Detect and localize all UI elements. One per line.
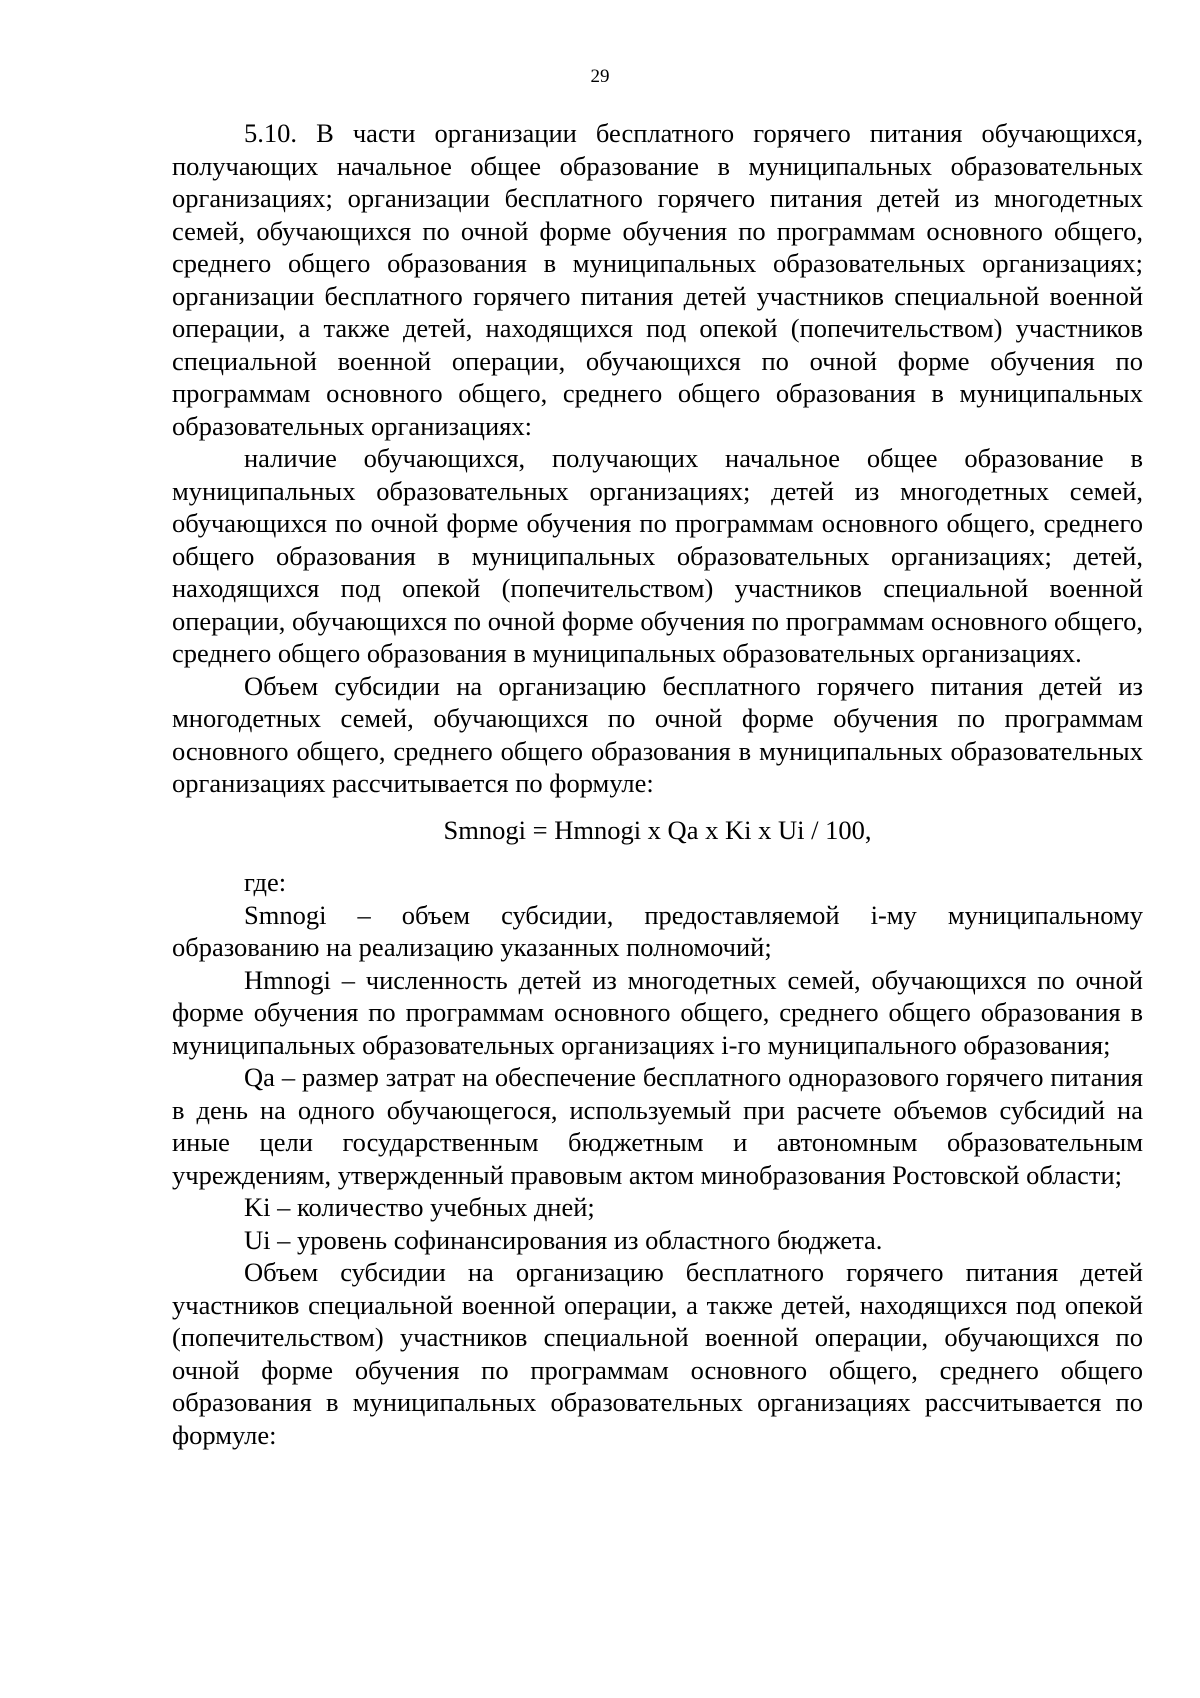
document-body <box>172 117 1143 1451</box>
definition-ki: Ki – количество учебных дней; <box>244 1192 595 1222</box>
paragraph-5-10: 5.10. В части организации бесплатного горячего питания обучающихся, получающих начальное общее образование в муниципальных образовательных организациях; организации бесплатного горячего питания детей из многодетных семей, обучающихся по очной форме обучения по программам основного общего, среднего общего образования в муниципальных образовательных организациях; организации бесплатного горячего питания детей участников специальной военной операции, а также детей, находящихся под опекой (попечительством) участников специальной военной операции, обучающихся по очной форме обучения по программам основного общего, среднего общего образования в муниципальных образовательных организациях: <box>172 118 1143 441</box>
definition-smnogi: Smnogi – объем субсидии, предоставляемой i-му муниципальному образованию на реализацию указанных полномочий; <box>172 899 1143 962</box>
definition-qa: Qa – размер затрат на обеспечение бесплатного одноразового горячего питания в день на одного обучающегося, используемый при расчете объемов субсидий на иные цели государственным бюджетным и автономным образовательным учреждениям, утвержденный правовым актом минобразования Ростовской области; <box>172 1062 1143 1190</box>
paragraph-condition: наличие обучающихся, получающих начальное общее образование в муниципальных образовательных организациях; детей из многодетных семей, обучающихся по очной форме обучения по программам основного общего, среднего общего образования в муниципальных образовательных организациях; детей, находящихся под опекой (попечительством) участников специальной военной операции, обучающихся по очной форме обучения по программам основного общего, среднего общего образования в муниципальных образовательных организациях. <box>172 443 1143 668</box>
paragraph-subsidy-volume-large-families: Объем субсидии на организацию бесплатного горячего питания детей из многодетных семей, обучающихся по очной форме обучения по программам основного общего, среднего общего образования в муниципальных образовательных организациях рассчитывается по формуле: <box>172 670 1143 798</box>
formula-smnogi: Smnogi = Hmnogi x Qa x Ki x Ui / 100, <box>443 814 872 845</box>
page-number: 29 <box>590 66 610 87</box>
definition-ui: Ui – уровень софинансирования из областного бюджета. <box>244 1224 883 1255</box>
definition-hmnogi: Hmnogi – численность детей из многодетных семей, обучающихся по очной форме обучения по программам основного общего, среднего общего образования в муниципальных образовательных организациях i-го муниципального образования; <box>172 964 1143 1060</box>
paragraph-subsidy-volume-svo: Объем субсидии на организацию бесплатного горячего питания детей участников специальной военной операции, а также детей, находящихся под опекой (попечительством) участников специальной военной операции, обучающихся по очной форме обучения по программам основного общего, среднего общего образования в муниципальных образовательных организациях рассчитывается по формуле: <box>172 1257 1143 1450</box>
definition-where: где: <box>244 867 287 897</box>
